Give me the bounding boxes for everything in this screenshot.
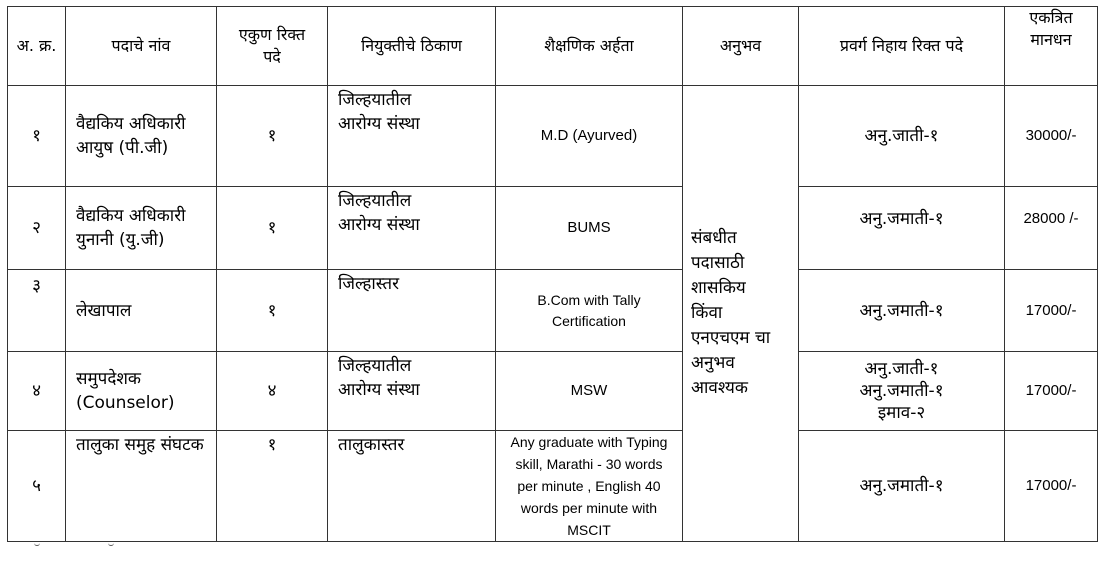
row-post-name: समुपदेशक (Counselor) [66,352,217,431]
row-qualification: BUMS [496,187,683,270]
table-row [8,270,1098,352]
row-location: जिल्हास्तर [328,270,496,352]
row-qualification: MSW [496,352,683,431]
row-vacancies: १ [217,187,328,270]
header-qualification: शैक्षणिक अर्हता [496,7,683,86]
row-location: तालुकास्तर [328,431,496,542]
category-tag: इमाव-२ [877,403,926,423]
header-serial: अ. क्र. [8,7,66,86]
row-salary: 17000/- [1005,270,1098,352]
row-serial: २ [8,187,66,270]
header-salary: एकत्रित मानधन [1005,7,1098,86]
category-tag: अनु.जमाती-१ [859,476,944,496]
header-experience: अनुभव [683,7,799,86]
row-category [799,86,1005,187]
row-post-name: तालुका समुह संघटक [66,431,217,542]
header-row [8,7,1098,86]
header-category-vacancies: प्रवर्ग निहाय रिक्त पदे [799,7,1005,86]
row-salary: 17000/- [1005,352,1098,431]
row-location: जिल्हयातील आरोग्य संस्था [328,187,496,270]
category-tag: अनु.जमाती-१ [859,381,944,401]
category-tag: अनु.जाती-१ [864,126,939,146]
cropped-glyph [108,541,114,546]
row-serial: ५ [8,431,66,542]
row-location: जिल्हयातील आरोग्य संस्था [328,86,496,187]
table-row [8,187,1098,270]
category-tag: अनु.जमाती-१ [859,209,944,229]
row-salary: 17000/- [1005,431,1098,542]
cropped-text-fragment [30,541,130,549]
row-vacancies: १ [217,431,328,542]
category-tag: अनु.जमाती-१ [859,300,944,321]
row-vacancies: १ [217,86,328,187]
vacancy-table [7,6,1098,542]
category-tag: अनु.जाती-१ [864,359,939,379]
cropped-glyph [34,541,40,546]
header-vacancies: एकुण रिक्त पदे [217,7,328,86]
row-vacancies: १ [217,270,328,352]
header-location: नियुक्तीचे ठिकाण [328,7,496,86]
row-category [799,270,1005,352]
row-post-name: वैद्यकिय अधिकारी आयुष (पी.जी) [66,86,217,187]
experience-cell: संबधीत पदासाठी शासकिय किंवा एनएचएम चा अनुभव आवश्यक [683,86,799,542]
row-serial: १ [8,86,66,187]
row-salary: 30000/- [1005,86,1098,187]
row-location: जिल्हयातील आरोग्य संस्था [328,352,496,431]
row-post-name: वैद्यकिय अधिकारी युनानी (यु.जी) [66,187,217,270]
table-row [8,431,1098,542]
row-salary: 28000 /- [1005,187,1098,270]
row-serial: ३ [8,270,66,352]
table-row [8,86,1098,187]
table-row [8,352,1098,431]
row-qualification: B.Com with Tally Certification [496,270,683,352]
row-category [799,187,1005,270]
row-category [799,352,1005,431]
row-qualification: Any graduate with Typing skill, Marathi - 30 words per minute , English 40 words per minute with MSCIT [496,431,683,542]
row-post-name: लेखापाल [66,270,217,352]
row-qualification: M.D (Ayurved) [496,86,683,187]
row-vacancies: ४ [217,352,328,431]
row-category [799,431,1005,542]
row-serial: ४ [8,352,66,431]
header-post-name: पदाचे नांव [66,7,217,86]
